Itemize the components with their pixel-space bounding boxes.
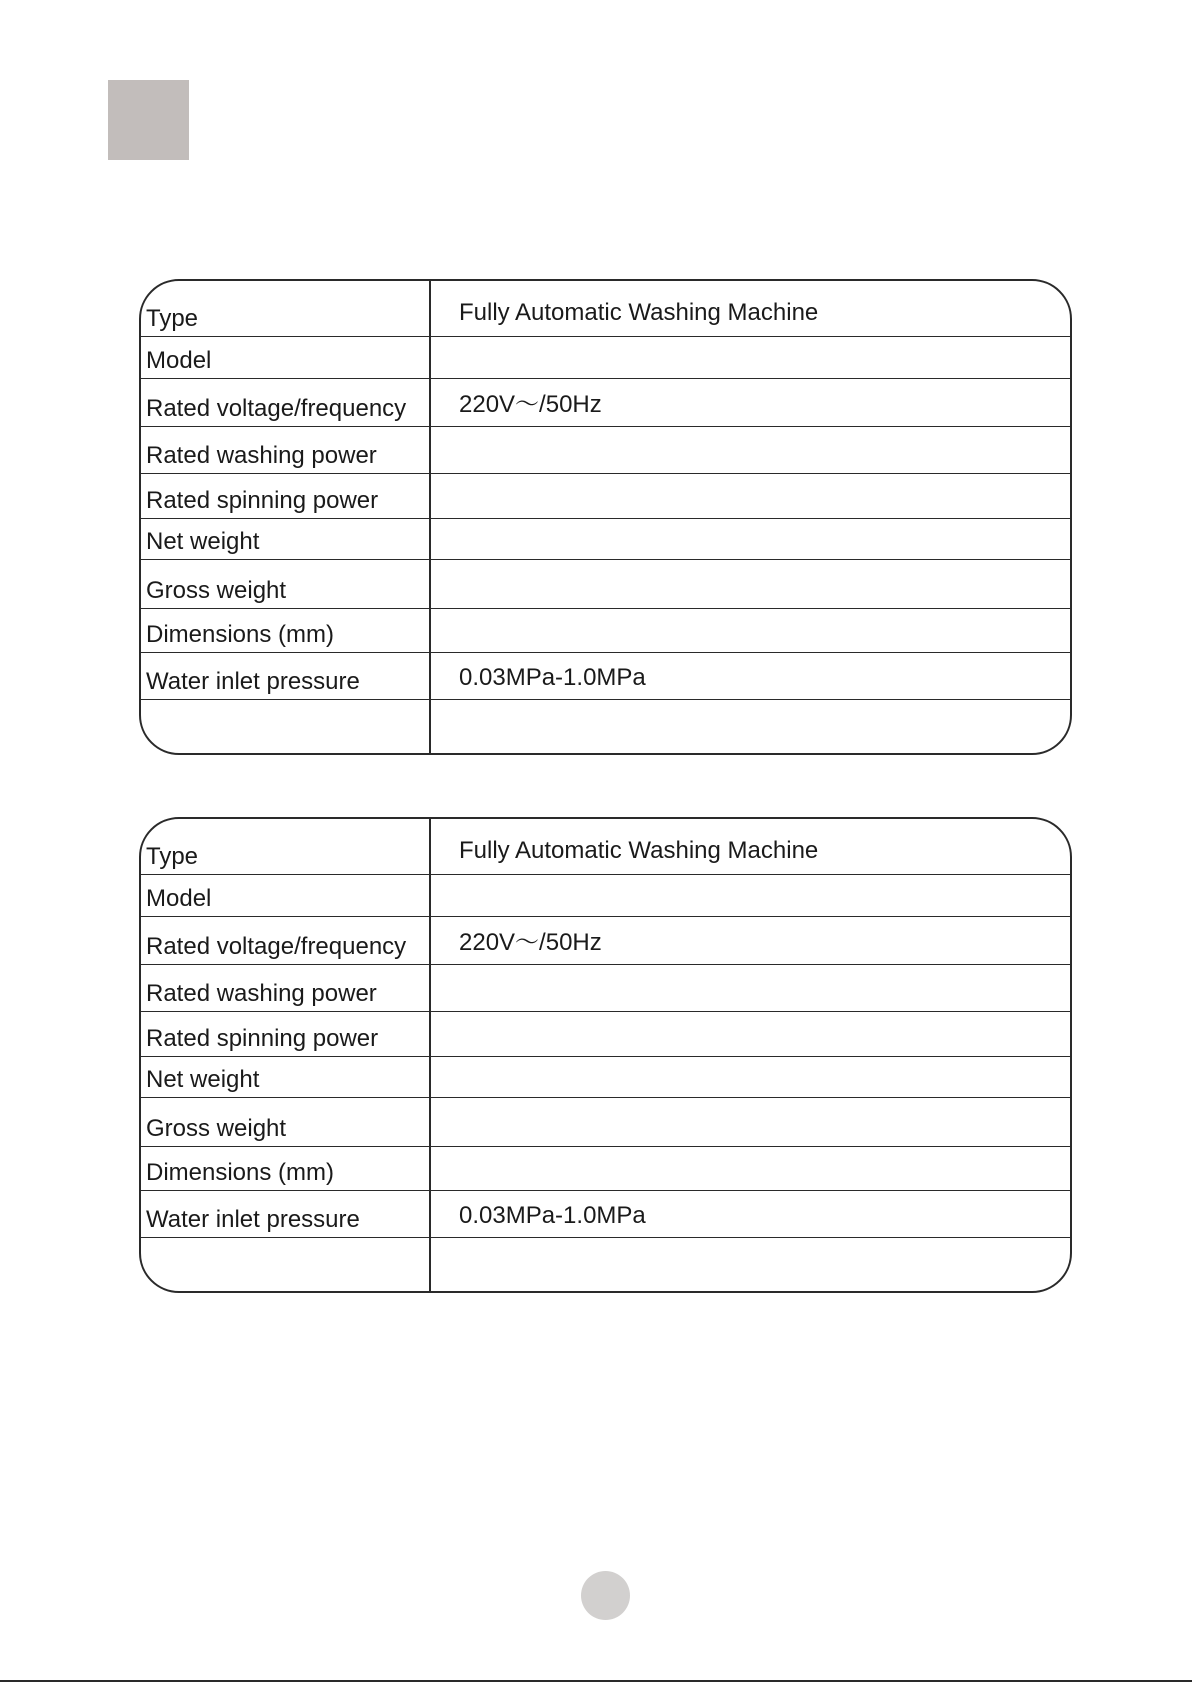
row-label: Gross weight <box>146 577 287 604</box>
table-row-water-pressure <box>141 1191 1070 1238</box>
spec-table-1 <box>139 279 1072 755</box>
table-row-water-pressure <box>141 653 1070 700</box>
row-label: Type <box>146 843 199 870</box>
row-label: Water inlet pressure <box>146 1206 360 1233</box>
table-row-gross-weight <box>141 560 1070 609</box>
table-row-spinning-power <box>141 1012 1070 1057</box>
row-label: Rated spinning power <box>146 487 379 514</box>
row-label: Rated washing power <box>146 980 377 1007</box>
row-label: Net weight <box>146 1066 260 1093</box>
row-label: Dimensions (mm) <box>146 621 335 648</box>
corner-block <box>108 80 189 160</box>
spec-table-2 <box>139 817 1072 1293</box>
row-value: 0.03MPa-1.0MPa <box>459 1202 646 1229</box>
table-row-rated-voltage <box>141 379 1070 427</box>
table-row-blank <box>141 700 1070 755</box>
row-value: 220V～/50Hz <box>459 929 602 956</box>
table-row-dimensions <box>141 1147 1070 1191</box>
table-row-spinning-power <box>141 474 1070 519</box>
row-label: Water inlet pressure <box>146 668 360 695</box>
page-number-badge <box>581 1571 630 1620</box>
row-label: Dimensions (mm) <box>146 1159 335 1186</box>
row-label: Rated spinning power <box>146 1025 379 1052</box>
table-row-gross-weight <box>141 1098 1070 1147</box>
row-label: Model <box>146 347 212 374</box>
table-row-washing-power <box>141 427 1070 474</box>
row-label: Rated voltage/frequency <box>146 395 407 422</box>
row-label: Rated washing power <box>146 442 377 469</box>
table-row-washing-power <box>141 965 1070 1012</box>
row-value: 0.03MPa-1.0MPa <box>459 664 646 691</box>
row-label: Model <box>146 885 212 912</box>
row-label: Type <box>146 305 199 332</box>
table-row-model <box>141 875 1070 917</box>
table-row-type <box>141 281 1070 337</box>
table-row-net-weight <box>141 1057 1070 1098</box>
table-row-type <box>141 819 1070 875</box>
row-value: Fully Automatic Washing Machine <box>459 837 819 864</box>
table-row-model <box>141 337 1070 379</box>
row-value: Fully Automatic Washing Machine <box>459 299 819 326</box>
bottom-rule <box>0 1680 1192 1682</box>
table-row-rated-voltage <box>141 917 1070 965</box>
row-label: Rated voltage/frequency <box>146 933 407 960</box>
row-value: 220V～/50Hz <box>459 391 602 418</box>
row-label: Net weight <box>146 528 260 555</box>
table-row-blank <box>141 1238 1070 1293</box>
row-label: Gross weight <box>146 1115 287 1142</box>
table-row-dimensions <box>141 609 1070 653</box>
table-row-net-weight <box>141 519 1070 560</box>
